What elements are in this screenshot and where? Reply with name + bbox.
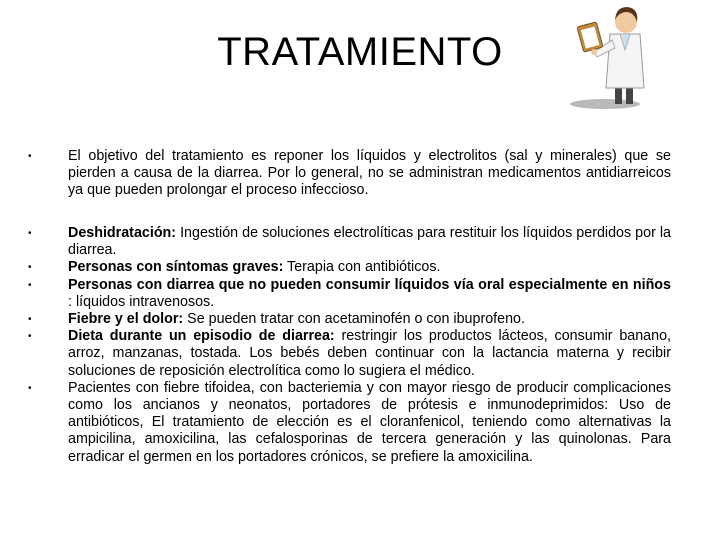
list-item: [28, 380, 671, 466]
item-text: restringir los productos lácteos, consumir banano, arroz, manzanas, tostada. Los bebés deben continuar con la lactancia materna y recibir soluciones de reposición electrolítica como lo sugiera el médico.: [68, 328, 672, 379]
item-label: Dieta durante un episodio de diarrea:: [68, 328, 335, 345]
list-item: [28, 328, 671, 380]
intro-text: El objetivo del tratamiento es reponer los líquidos y electrolitos (sal y minerales) que se pierden a causa de la diarrea. Por lo general, no se administran medicamentos antidiarreicos ya que pueden prolongar el proceso infeccioso.: [68, 148, 671, 199]
item-text: Se pueden tratar con acetaminofén o con ibuprofeno.: [183, 311, 525, 328]
doctor-with-clipboard-icon: [560, 0, 670, 112]
intro-list: [28, 148, 671, 200]
item-text: Pacientes con fiebre tifoidea, con bacteriemia y con mayor riesgo de producir complicaciones como los ancianos y neonatos, portadores de prótesis e inmunodeprimidos: Uso de antibióticos, El tratamiento de elección es el cloranfenicol, teniendo como alternativas la ampicilina, amoxicilina, las cefalosporinas de tercera generación y las quinolonas. Para erradicar el germen en los portadores crónicos, se prefiere la amoxicilina.: [68, 379, 671, 465]
list-item: [28, 277, 671, 311]
item-label: Personas con diarrea que no pueden consumir líquidos vía oral especialmente en niños: [68, 276, 671, 293]
item-label: Fiebre y el dolor:: [68, 311, 184, 328]
item-label: Personas con síntomas graves:: [68, 259, 284, 276]
item-text: Terapia con antibióticos.: [283, 259, 441, 276]
item-text: : líquidos intravenosos.: [68, 293, 215, 310]
list-item: [28, 259, 671, 276]
slide-title: TRATAMIENTO: [217, 30, 503, 74]
list-item: [28, 311, 671, 328]
list-item: [28, 225, 671, 259]
treatment-list: [28, 225, 671, 466]
item-label: Deshidratación:: [68, 225, 177, 241]
item-text: Ingestión de soluciones electrolíticas para restituir los líquidos perdidos por la diarrea.: [68, 225, 671, 259]
list-item: [28, 148, 671, 200]
